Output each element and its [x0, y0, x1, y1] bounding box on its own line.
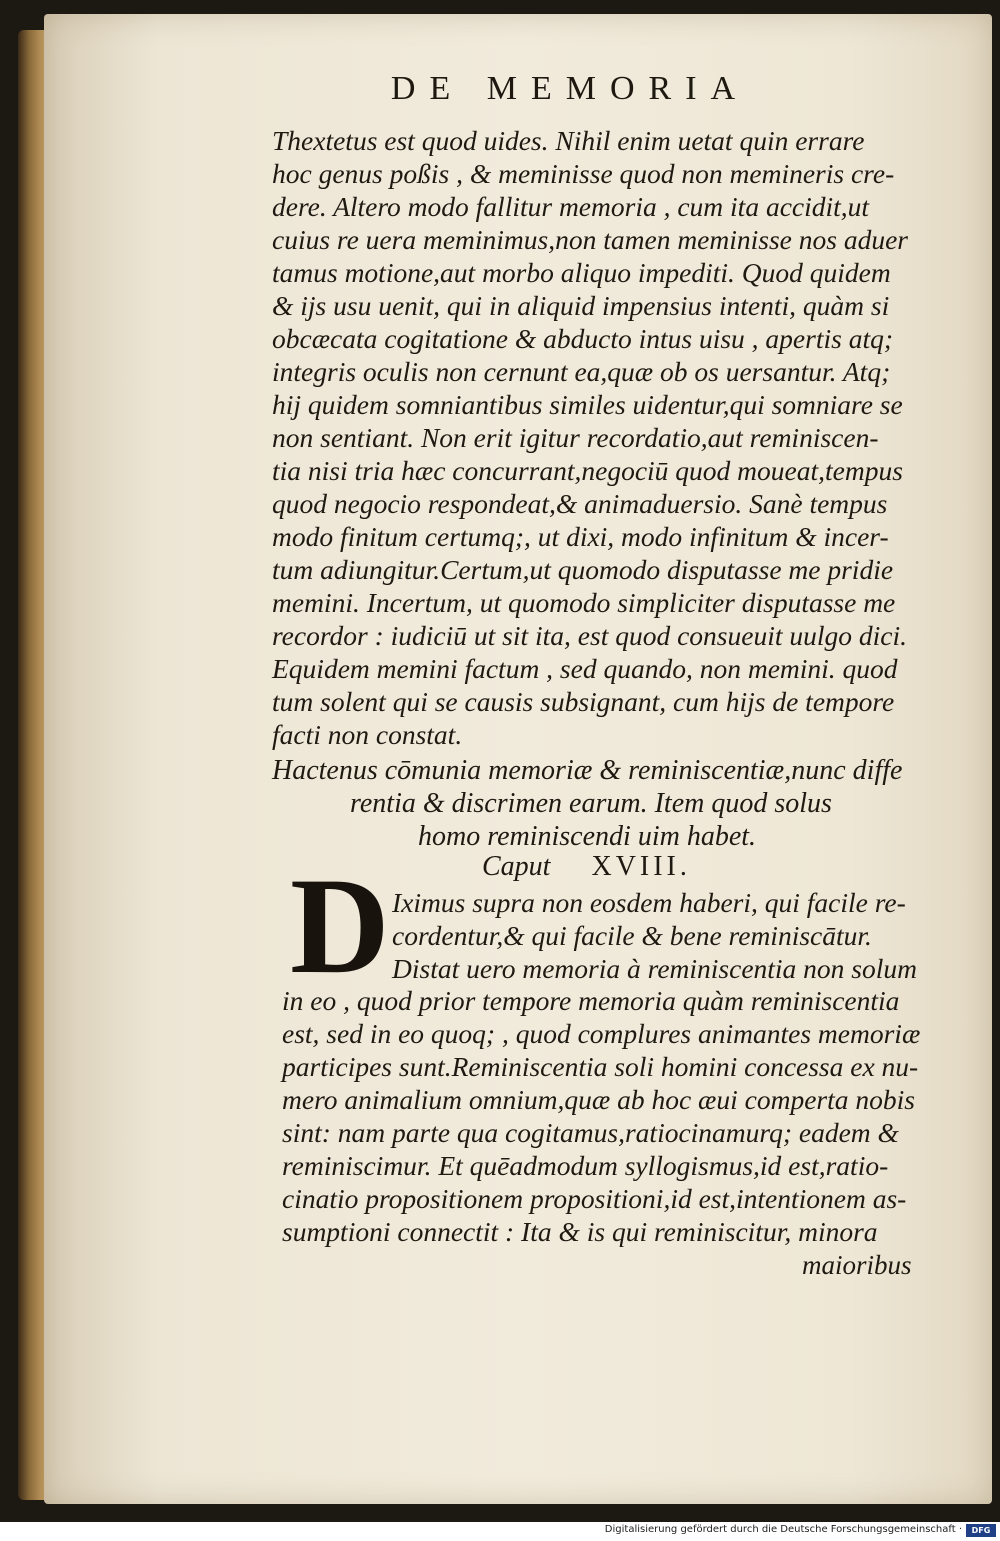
text-line: Iximus supra non eosdem haberi, qui facile re- [392, 887, 906, 918]
chapter-title-line: Hactenus cōmunia memoriæ & reminiscentiæ,nunc diffe [272, 755, 903, 786]
text-line: tum adiungitur.Certum,ut quomodo disputasse me pridie [272, 554, 894, 585]
funding-note: Digitalisierung gefördert durch die Deutsche Forschungsgemeinschaft · [604, 1524, 962, 1535]
text-line: tia nisi tria hæc concurrant,negociū quod moueat,tempus [272, 455, 903, 486]
text-line: cuius re uera meminimus,non tamen meminisse nos aduer [272, 224, 908, 255]
text-line: quod negocio respondeat,& animaduersio. Sanè tempus [272, 488, 888, 519]
paragraph-1 [272, 124, 932, 751]
paragraph-2-indented [392, 887, 932, 986]
text-line: Equidem memini factum , sed quando, non memini. quod [272, 653, 898, 684]
text-line: sint: nam parte qua cogitamus,ratiocinamurq; eadem & [282, 1117, 899, 1148]
text-line: mero animalium omnium,quæ ab hoc æui comperta nobis [282, 1084, 915, 1115]
chapter-number: XVIII. [591, 851, 691, 882]
text-line: tamus motione,aut morbo aliquo impediti. Quod quidem [272, 257, 891, 288]
chapter-title-line: homo reminiscendi uim habet. [418, 821, 757, 852]
text-line: non sentiant. Non erit igitur recordatio,aut reminiscen- [272, 422, 879, 453]
text-line: hij quidem somniantibus similes uidentur,qui somniare se [272, 389, 903, 420]
text-line: Distat uero memoria à reminiscentia non solum [392, 953, 918, 984]
text-line: reminiscimur. Et quēadmodum syllogismus,id est,ratio- [282, 1150, 889, 1181]
catchword: maioribus [802, 1250, 912, 1280]
text-line: in eo , quod prior tempore memoria quàm reminiscentia [282, 985, 900, 1016]
text-line: Thextetus est quod uides. Nihil enim uetat quin errare [272, 125, 865, 156]
text-line: obcæcata cogitatione & abducto intus uisu , apertis atq; [272, 323, 893, 354]
text-line: est, sed in eo quoq; , quod complures animantes memoriæ [282, 1018, 921, 1049]
chapter-title-line: rentia & discrimen earum. Item quod solus [350, 788, 832, 819]
text-line: participes sunt.Reminiscentia soli homini concessa ex nu- [282, 1051, 919, 1082]
chapter-label [482, 851, 691, 883]
text-line: dere. Altero modo fallitur memoria , cum ita accidit,ut [272, 191, 870, 222]
text-line: modo finitum certumq;, ut dixi, modo infinitum & incer- [272, 521, 889, 552]
drop-cap: D [290, 849, 390, 1002]
text-line: memini. Incertum, ut quomodo simpliciter disputasse me [272, 587, 896, 618]
chapter-word: Caput [482, 851, 551, 882]
paragraph-2 [282, 985, 932, 1249]
text-line: integris oculis non cernunt ea,quæ ob os uersantur. Atq; [272, 356, 891, 387]
text-line: cordentur,& qui facile & bene reminiscātur. [392, 920, 872, 951]
dfg-logo: DFG [966, 1524, 996, 1537]
text-line: cinatio propositionem propositioni,id est,intentionem as- [282, 1183, 907, 1214]
text-line: sumptioni connectit : Ita & is qui reminiscitur, minora [282, 1216, 878, 1247]
text-line: recordor : iudiciū ut sit ita, est quod consueuit uulgo dici. [272, 620, 907, 651]
text-line: tum solent qui se causis subsignant, cum hijs de tempore [272, 686, 895, 717]
text-line: & ijs usu uenit, qui in aliquid impensius intenti, quàm si [272, 290, 890, 321]
text-line: facti non constat. [272, 719, 463, 750]
text-line: hoc genus poßis , & meminisse quod non memineris cre- [272, 158, 895, 189]
running-head: DE MEMORIA [390, 70, 750, 107]
